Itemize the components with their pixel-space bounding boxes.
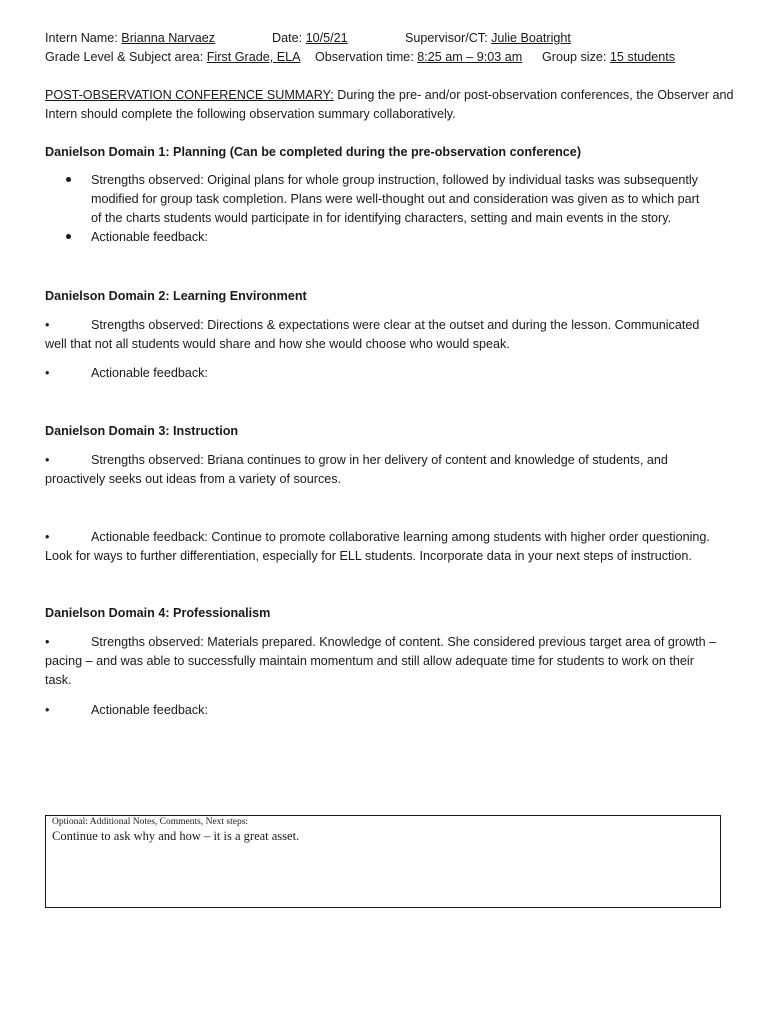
domain4-title: Danielson Domain 4: Professionalism — [45, 606, 271, 620]
intern-name-value: Brianna Narvaez — [121, 31, 216, 45]
grade-label: Grade Level & Subject area: — [45, 50, 207, 64]
summary-line-2: Intern should complete the following observation summary collaboratively. — [45, 107, 456, 121]
domain1-feedback: Actionable feedback: — [91, 230, 208, 244]
domain1-strengths-line-3: of the charts students would participate in for identifying characters, setting and main events in the story. — [91, 211, 672, 225]
domain1-strengths-bullet — [66, 177, 71, 182]
domain3-title: Danielson Domain 3: Instruction — [45, 424, 239, 438]
notes-label: Optional: Additional Notes, Comments, Next steps: — [52, 817, 249, 827]
domain1-title: Danielson Domain 1: Planning (Can be completed during the pre-observation conference) — [45, 145, 582, 159]
domain2-strengths-line-2: well that not all students would share and how she would choose who would speak. — [45, 337, 510, 351]
domain3-strengths-line-1: Strengths observed: Briana continues to grow in her delivery of content and knowledge of students, and — [91, 453, 668, 467]
domain3-strengths-bullet: • — [45, 453, 50, 467]
summary-heading: POST-OBSERVATION CONFERENCE SUMMARY: — [45, 88, 334, 102]
notes-text: Continue to ask why and how – it is a great asset. — [52, 829, 300, 843]
domain4-strengths-line-2: pacing – and was able to successfully maintain momentum and still allow adequate time for students to work on their — [45, 654, 694, 668]
supervisor-label: Supervisor/CT: — [405, 31, 492, 45]
domain3-feedback-line-1: Actionable feedback: Continue to promote collaborative learning among students with higher order questioning. — [91, 530, 710, 544]
domain4-feedback: Actionable feedback: — [91, 703, 208, 717]
group-size-value: 15 students — [609, 50, 676, 64]
notes-box[interactable] — [45, 815, 721, 908]
supervisor-field — [405, 29, 571, 48]
observation-time-label: Observation time: — [315, 50, 418, 64]
intern-name-label: Intern Name: — [45, 31, 122, 45]
domain2-feedback-bullet: • — [45, 366, 50, 380]
domain1-strengths-line-2: modified for group task completion. Plans were well-thought out and consideration was given as to which part — [91, 192, 700, 206]
summary-text-1: During the pre- and/or post-observation conferences, the Observer and — [333, 88, 734, 102]
intern-name-row — [45, 29, 215, 48]
domain1-feedback-bullet — [66, 234, 71, 239]
domain2-title: Danielson Domain 2: Learning Environment — [45, 289, 307, 303]
domain4-strengths-line-1: Strengths observed: Materials prepared. Knowledge of content. She considered previous target area of growth – — [91, 635, 717, 649]
group-size-label: Group size: — [542, 50, 610, 64]
observation-time-value: 8:25 am – 9:03 am — [417, 50, 523, 64]
domain3-feedback-line-2: Look for ways to further differentiation, especially for ELL students. Incorporate data in your next steps of instruction. — [45, 549, 692, 563]
domain3-strengths-line-2: proactively seeks out ideas from a variety of sources. — [45, 472, 342, 486]
domain4-strengths-line-3: task. — [45, 673, 72, 687]
date-value: 10/5/21 — [305, 31, 348, 45]
grade-value: First Grade, ELA — [206, 50, 301, 64]
summary-line-1 — [45, 86, 734, 105]
domain4-feedback-bullet: • — [45, 703, 50, 717]
grade-field — [45, 48, 301, 67]
supervisor-value: Julie Boatright — [491, 31, 571, 45]
date-field — [272, 29, 348, 48]
date-label: Date: — [272, 31, 306, 45]
domain2-feedback: Actionable feedback: — [91, 366, 208, 380]
domain1-strengths-line-1: Strengths observed: Original plans for whole group instruction, followed by individual tasks was subsequently — [91, 173, 698, 187]
domain2-strengths-bullet: • — [45, 318, 50, 332]
group-size-field — [542, 48, 675, 67]
domain3-feedback-bullet: • — [45, 530, 50, 544]
domain4-strengths-bullet: • — [45, 635, 50, 649]
observation-time-field — [315, 48, 522, 67]
domain2-strengths-line-1: Strengths observed: Directions & expectations were clear at the outset and during the lesson. Communicated — [91, 318, 700, 332]
